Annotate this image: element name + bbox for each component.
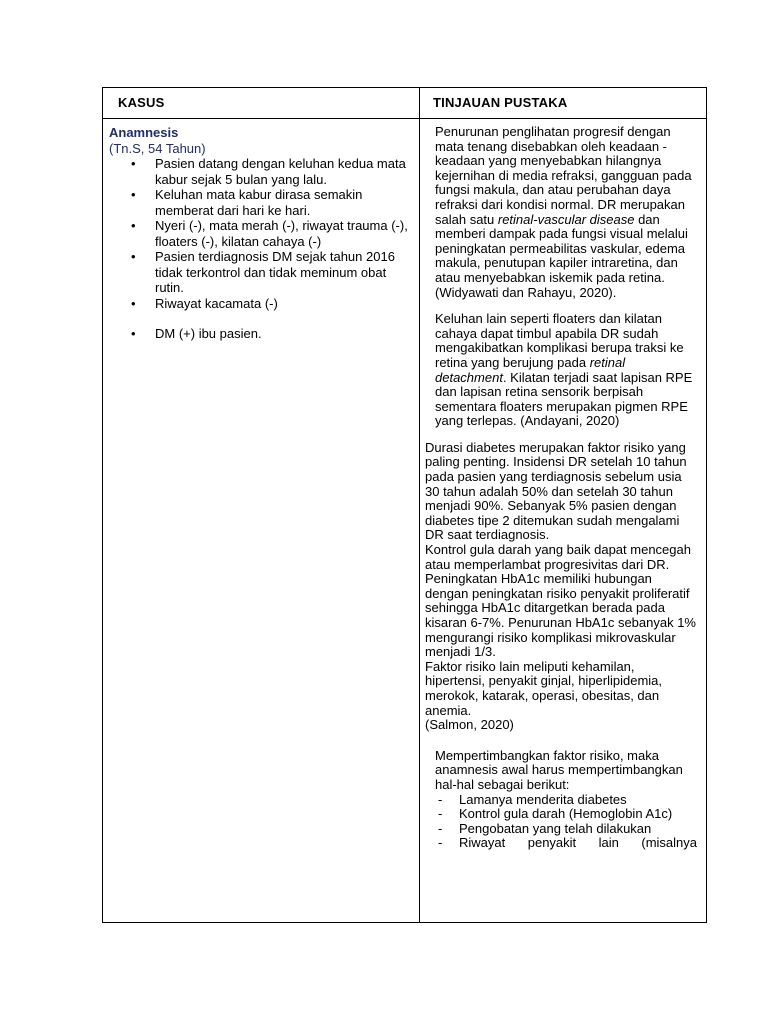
anamnesis-list bbox=[109, 156, 415, 342]
citation: (Salmon, 2020) bbox=[425, 717, 514, 733]
list-item: • Pasien datang dengan keluhan kedua mata kabur sejak 5 bulan yang lalu. bbox=[109, 156, 415, 187]
paragraph-penurunan-penglihatan bbox=[425, 125, 697, 286]
citation: (Widyawati dan Rahayu, 2020). bbox=[435, 284, 617, 300]
paragraph-durasi-diabetes: Durasi diabetes merupakan faktor risiko yang paling penting. Insidensi DR setelah 10 tahun pada pasien yang terdiagnosis sebelum usia 30 tahun adalah 50% dan setelah 30 tahun menjadi 90%. Sebanyak 5% pasien dengan diabetes tipe 2 ditemukan sudah mengalami DR saat terdiagnosis. bbox=[425, 439, 687, 543]
text-run: Penurunan penglihatan progresif dengan mata tenang disebabkan oleh keadaan - keadaan yang menyebabkan hilangnya kejernihan di media refraksi, gangguan pada fungsi makula, dan atau perubahan daya refraksi dari kondisi normal. DR merupakan salah satu bbox=[435, 124, 692, 227]
list-item: - Riwayat penyakit lain (misalnya bbox=[425, 836, 697, 851]
paragraph-floaters bbox=[425, 312, 697, 429]
text-run: Keluhan lain seperti floaters dan kilatan cahaya dapat timbul apabila DR sudah mengakibatkan komplikasi berupa traksi ke retina yang berujung pada bbox=[435, 311, 684, 370]
italic-term: retinal-vascular disease bbox=[497, 211, 635, 227]
italic-term: retinal detachment bbox=[435, 354, 626, 385]
case-table bbox=[102, 87, 707, 923]
kasus-column bbox=[109, 125, 415, 342]
list-item: - Pengobatan yang telah dilakukan bbox=[425, 822, 697, 837]
list-item: • Riwayat kacamata (-) bbox=[109, 296, 415, 312]
list-item: - Kontrol gula darah (Hemoglobin A1c) bbox=[425, 807, 697, 822]
tinjauan-column bbox=[425, 125, 697, 851]
list-item: • Pasien terdiagnosis DM sejak tahun 2016 tidak terkontrol dan tidak meminum obat rutin. bbox=[109, 249, 415, 296]
patient-identity: (Tn.S, 54 Tahun) bbox=[109, 140, 206, 156]
list-item: • Keluhan mata kabur dirasa semakin memberat dari hari ke hari. bbox=[109, 187, 415, 218]
anamnesis-awal-list bbox=[425, 793, 697, 851]
anamnesis-title: Anamnesis bbox=[109, 125, 179, 140]
list-item: • DM (+) ibu pasien. bbox=[109, 326, 415, 342]
paragraph-faktor-risiko: Faktor risiko lain meliputi kehamilan, hipertensi, penyakit ginjal, hiperlipidemia, merokok, katarak, operasi, obesitas, dan anemia. bbox=[425, 658, 663, 718]
header-divider bbox=[103, 118, 706, 119]
header-kasus: KASUS bbox=[118, 95, 165, 110]
paragraph-anamnesis-awal: Mempertimbangkan faktor risiko, maka anamnesis awal harus mempertimbangkan hal-hal sebagai berikut: bbox=[435, 747, 683, 792]
text-run: dan memberi dampak pada fungsi visual melalui peningkatan permeabilitas vaskular, edema makula, penutupan kapiler intraretina, dan atau menyebabkan iskemik pada retina. bbox=[435, 211, 688, 285]
list-item: • Nyeri (-), mata merah (-), riwayat trauma (-), floaters (-), kilatan cahaya (-) bbox=[109, 218, 415, 249]
list-item: - Lamanya menderita diabetes bbox=[425, 793, 697, 808]
column-divider bbox=[419, 88, 420, 922]
header-tinjauan-pustaka: TINJAUAN PUSTAKA bbox=[433, 95, 568, 110]
paragraph-kontrol-gula: Kontrol gula darah yang baik dapat mencegah atau memperlambat progresivitas dari DR. Peningkatan HbA1c memiliki hubungan dengan peningkatan risiko penyakit proliferatif sehingga HbA1c ditargetkan berada pada kisaran 6-7%. Penurunan HbA1c sebanyak 1% mengurangi risiko komplikasi mikrovaskular menjadi 1/3. bbox=[425, 542, 696, 660]
text-run: . Kilatan terjadi saat lapisan RPE dan lapisan retina sensorik berpisah sementara floaters merupakan pigmen RPE yang terlepas. (Andayani, 2020) bbox=[435, 369, 693, 429]
